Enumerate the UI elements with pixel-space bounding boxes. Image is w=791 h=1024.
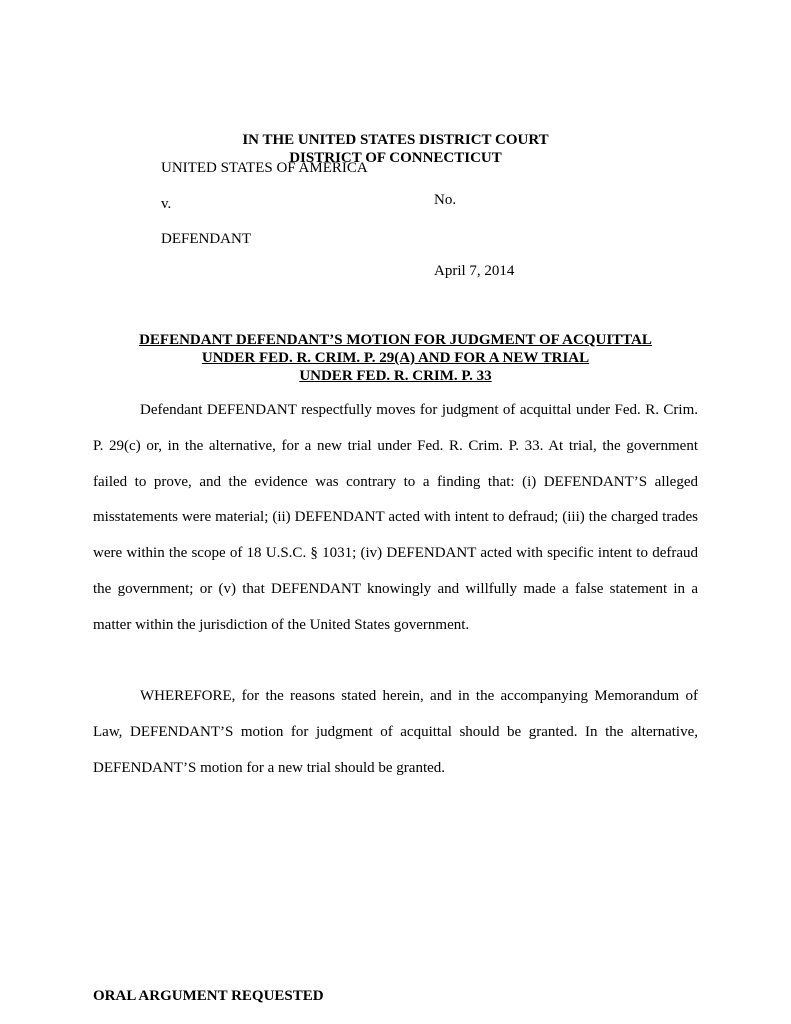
court-district: DISTRICT OF CONNECTICUT (289, 150, 502, 166)
caption-defendant: DEFENDANT (161, 231, 251, 247)
oral-argument-requested: ORAL ARGUMENT REQUESTED (93, 988, 324, 1004)
caption-plaintiff: UNITED STATES OF AMERICA (161, 160, 368, 176)
motion-title-line1: DEFENDANT DEFENDANT’S MOTION FOR JUDGMENT OF ACQUITTAL (139, 332, 652, 348)
motion-paragraph-1: Defendant DEFENDANT respectfully moves for judgment of acquittal under Fed. R. Crim. P. 29(c) or, in the alternative, for a new trial under Fed. R. Crim. P. 33. At trial, the government failed to prove, and the evidence was contrary to a finding that: (i) DEFENDANT’S alleged misstatements were material; (ii) DEFENDANT acted with intent to defraud; (iii) the charged trades were within the scope of 18 U.S.C. § 1031; (iv) DEFENDANT acted with specific intent to defraud the government; or (v) that DEFENDANT knowingly and willfully made a false statement in a matter within the jurisdiction of the United States government. (93, 402, 698, 633)
caption-versus: v. (161, 196, 172, 212)
filing-date: April 7, 2014 (434, 263, 515, 279)
case-number-label: No. (434, 192, 457, 208)
motion-title-line2: UNDER FED. R. CRIM. P. 29(A) AND FOR A NEW TRIAL (201, 350, 590, 366)
motion-paragraph-2: WHEREFORE, for the reasons stated herein, and in the accompanying Memorandum of Law, DEFENDANT’S motion for judgment of acquittal should be granted. In the alternative, DEFENDANT’S motion for a new trial should be granted. (93, 688, 698, 776)
motion-title-line3: UNDER FED. R. CRIM. P. 33 (299, 368, 492, 384)
court-name: IN THE UNITED STATES DISTRICT COURT (242, 132, 549, 148)
